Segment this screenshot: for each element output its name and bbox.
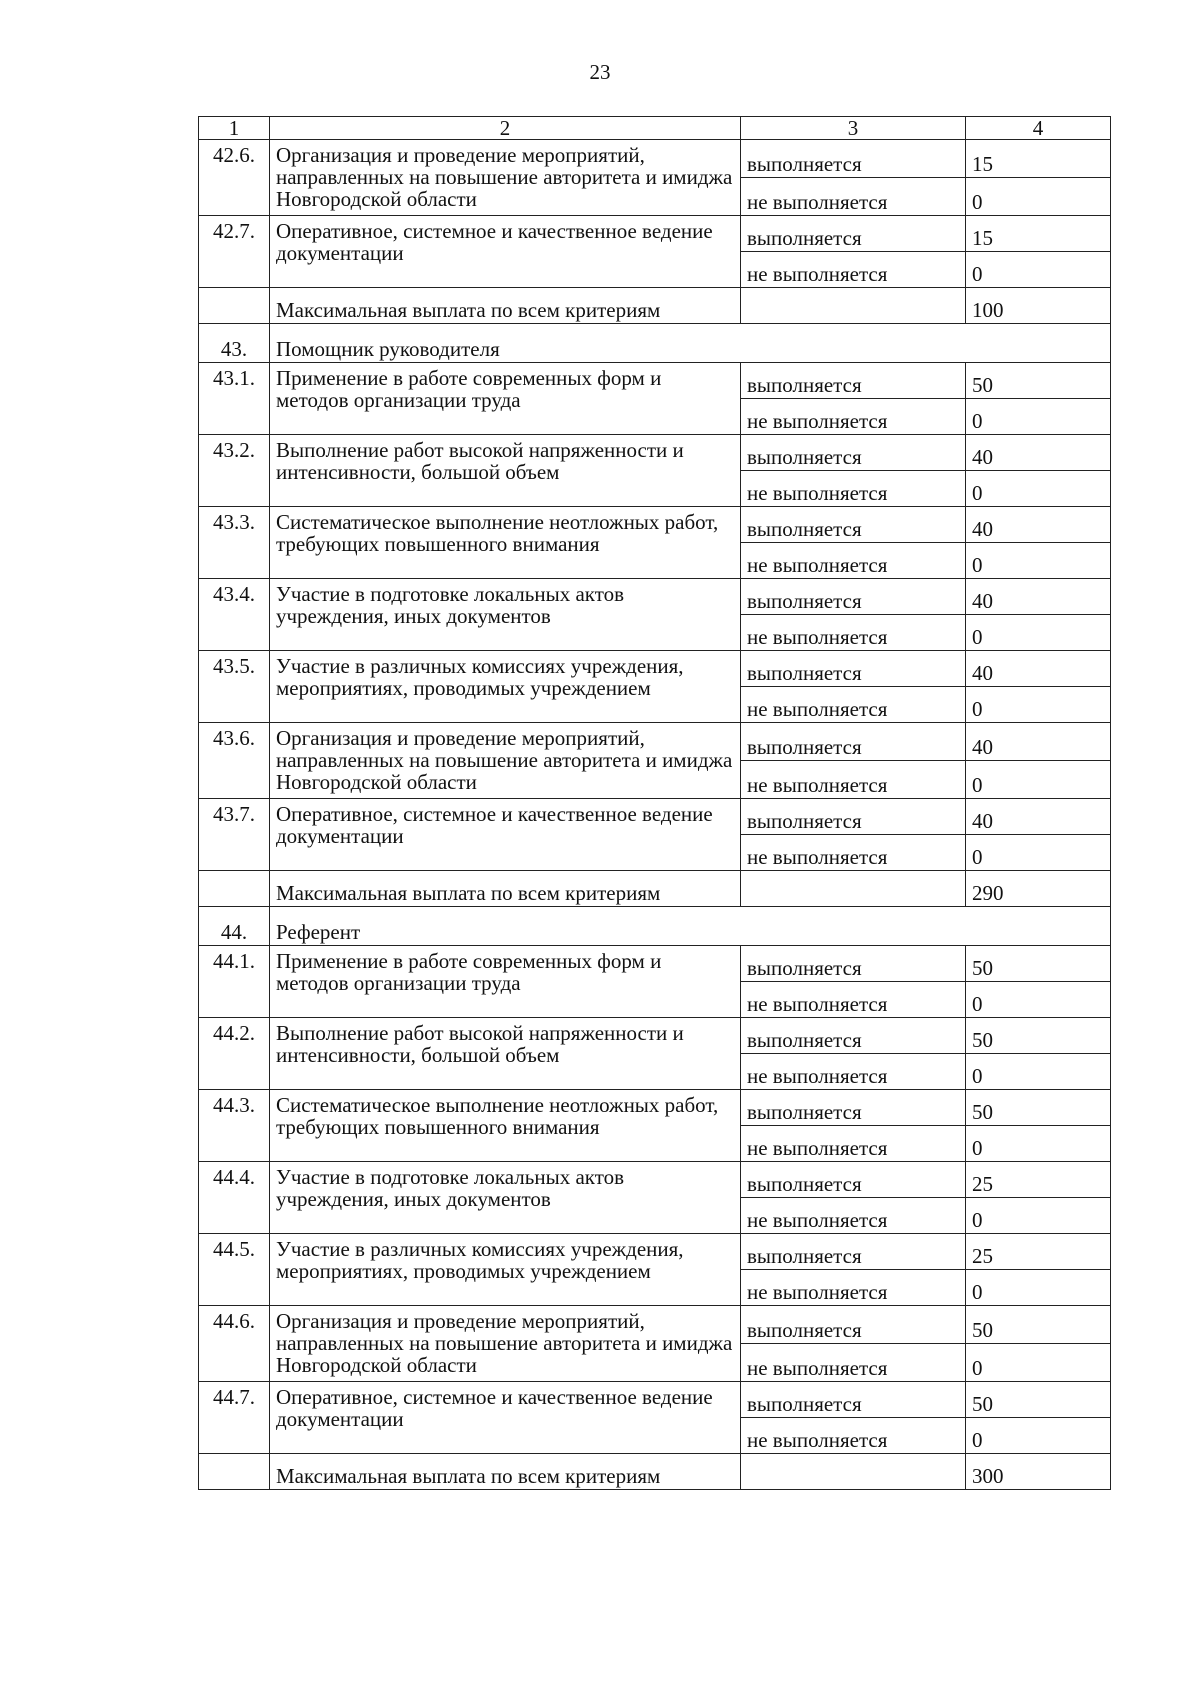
position-group-row [199,907,1111,946]
criterion-row [199,507,1111,543]
status-fulfilled: выполняется [741,1382,966,1418]
points-not-fulfilled: 0 [966,982,1111,1018]
status-not-fulfilled: не выполняется [741,687,966,723]
points-fulfilled: 50 [966,1090,1111,1126]
criterion-row [199,579,1111,615]
status-fulfilled: выполняется [741,799,966,835]
criterion-description: Выполнение работ высокой напряженности и интенсивности, большой объем [270,435,741,507]
criterion-row [199,140,1111,178]
criterion-number: 43.4. [199,579,270,651]
max-payment-total: 300 [966,1454,1111,1490]
empty-cell [199,1454,270,1490]
status-fulfilled: выполняется [741,507,966,543]
points-fulfilled: 40 [966,507,1111,543]
status-fulfilled: выполняется [741,1018,966,1054]
criterion-row [199,1090,1111,1126]
status-fulfilled: выполняется [741,1090,966,1126]
status-fulfilled: выполняется [741,435,966,471]
max-payment-label: Максимальная выплата по всем критериям [270,1454,741,1490]
points-fulfilled: 40 [966,579,1111,615]
points-not-fulfilled: 0 [966,252,1111,288]
criterion-row [199,363,1111,399]
status-not-fulfilled: не выполняется [741,982,966,1018]
status-fulfilled: выполняется [741,946,966,982]
criterion-number: 43.5. [199,651,270,723]
empty-cell [199,871,270,907]
criterion-row [199,946,1111,982]
status-fulfilled: выполняется [741,1306,966,1344]
empty-cell [741,288,966,324]
status-not-fulfilled: не выполняется [741,1418,966,1454]
points-not-fulfilled: 0 [966,1126,1111,1162]
criterion-description: Систематическое выполнение неотложных работ, требующих повышенного внимания [270,1090,741,1162]
status-not-fulfilled: не выполняется [741,252,966,288]
status-not-fulfilled: не выполняется [741,178,966,216]
criterion-description: Участие в различных комиссиях учреждения, мероприятиях, проводимых учреждением [270,1234,741,1306]
criterion-row [199,1382,1111,1418]
points-not-fulfilled: 0 [966,615,1111,651]
criterion-number: 44.7. [199,1382,270,1454]
points-not-fulfilled: 0 [966,543,1111,579]
status-fulfilled: выполняется [741,1162,966,1198]
criterion-description: Участие в подготовке локальных актов учреждения, иных документов [270,1162,741,1234]
criterion-row [199,1018,1111,1054]
position-title: Референт [270,907,1111,946]
points-not-fulfilled: 0 [966,1054,1111,1090]
points-not-fulfilled: 0 [966,178,1111,216]
column-header: 3 [741,117,966,140]
status-fulfilled: выполняется [741,140,966,178]
status-not-fulfilled: не выполняется [741,1344,966,1382]
status-not-fulfilled: не выполняется [741,835,966,871]
points-fulfilled: 50 [966,1382,1111,1418]
criterion-number: 44.2. [199,1018,270,1090]
criterion-description: Оперативное, системное и качественное ведение документации [270,799,741,871]
page-number: 23 [589,60,611,84]
empty-cell [741,871,966,907]
status-not-fulfilled: не выполняется [741,1126,966,1162]
points-fulfilled: 25 [966,1234,1111,1270]
criterion-row [199,799,1111,835]
points-fulfilled: 40 [966,651,1111,687]
status-fulfilled: выполняется [741,579,966,615]
points-fulfilled: 15 [966,216,1111,252]
criterion-description: Организация и проведение мероприятий, направленных на повышение авторитета и имиджа Новгородской области [270,723,741,799]
criterion-row [199,1234,1111,1270]
points-fulfilled: 40 [966,723,1111,761]
status-not-fulfilled: не выполняется [741,543,966,579]
criterion-row [199,1162,1111,1198]
max-payment-row [199,288,1111,324]
points-fulfilled: 40 [966,435,1111,471]
criterion-description: Применение в работе современных форм и методов организации труда [270,363,741,435]
points-fulfilled: 25 [966,1162,1111,1198]
points-fulfilled: 15 [966,140,1111,178]
status-fulfilled: выполняется [741,723,966,761]
criterion-description: Участие в подготовке локальных актов учреждения, иных документов [270,579,741,651]
criterion-row [199,723,1111,761]
points-not-fulfilled: 0 [966,399,1111,435]
criterion-row [199,1306,1111,1344]
points-not-fulfilled: 0 [966,687,1111,723]
status-not-fulfilled: не выполняется [741,1270,966,1306]
criterion-description: Выполнение работ высокой напряженности и интенсивности, большой объем [270,1018,741,1090]
max-payment-row [199,1454,1111,1490]
points-fulfilled: 50 [966,1018,1111,1054]
position-number: 44. [199,907,270,946]
empty-cell [741,1454,966,1490]
status-not-fulfilled: не выполняется [741,399,966,435]
points-not-fulfilled: 0 [966,471,1111,507]
criterion-number: 44.3. [199,1090,270,1162]
max-payment-label: Максимальная выплата по всем критериям [270,871,741,907]
criterion-number: 42.7. [199,216,270,288]
status-not-fulfilled: не выполняется [741,1198,966,1234]
criterion-number: 43.1. [199,363,270,435]
empty-cell [199,288,270,324]
criterion-description: Оперативное, системное и качественное ведение документации [270,1382,741,1454]
position-group-row [199,324,1111,363]
points-not-fulfilled: 0 [966,1418,1111,1454]
points-not-fulfilled: 0 [966,761,1111,799]
status-not-fulfilled: не выполняется [741,761,966,799]
column-header: 2 [270,117,741,140]
criterion-row [199,216,1111,252]
criterion-row [199,435,1111,471]
points-fulfilled: 50 [966,946,1111,982]
criteria-table [198,116,1111,1490]
points-not-fulfilled: 0 [966,1270,1111,1306]
criterion-number: 44.6. [199,1306,270,1382]
status-fulfilled: выполняется [741,651,966,687]
criterion-description: Применение в работе современных форм и методов организации труда [270,946,741,1018]
table-header-row [199,117,1111,140]
criterion-description: Систематическое выполнение неотложных работ, требующих повышенного внимания [270,507,741,579]
status-not-fulfilled: не выполняется [741,471,966,507]
criterion-number: 44.4. [199,1162,270,1234]
criterion-number: 43.3. [199,507,270,579]
points-fulfilled: 50 [966,363,1111,399]
criterion-number: 42.6. [199,140,270,216]
status-not-fulfilled: не выполняется [741,1054,966,1090]
criterion-number: 43.7. [199,799,270,871]
max-payment-row [199,871,1111,907]
criterion-description: Участие в различных комиссиях учреждения, мероприятиях, проводимых учреждением [270,651,741,723]
position-title: Помощник руководителя [270,324,1111,363]
column-header: 1 [199,117,270,140]
criterion-row [199,651,1111,687]
points-not-fulfilled: 0 [966,1344,1111,1382]
max-payment-label: Максимальная выплата по всем критериям [270,288,741,324]
max-payment-total: 100 [966,288,1111,324]
criterion-number: 44.1. [199,946,270,1018]
max-payment-total: 290 [966,871,1111,907]
points-not-fulfilled: 0 [966,1198,1111,1234]
status-fulfilled: выполняется [741,216,966,252]
column-header: 4 [966,117,1111,140]
criterion-description: Оперативное, системное и качественное ведение документации [270,216,741,288]
points-not-fulfilled: 0 [966,835,1111,871]
status-not-fulfilled: не выполняется [741,615,966,651]
status-fulfilled: выполняется [741,1234,966,1270]
criterion-number: 43.6. [199,723,270,799]
criterion-number: 43.2. [199,435,270,507]
points-fulfilled: 50 [966,1306,1111,1344]
position-number: 43. [199,324,270,363]
criterion-description: Организация и проведение мероприятий, направленных на повышение авторитета и имиджа Новгородской области [270,1306,741,1382]
criterion-number: 44.5. [199,1234,270,1306]
points-fulfilled: 40 [966,799,1111,835]
status-fulfilled: выполняется [741,363,966,399]
criterion-description: Организация и проведение мероприятий, направленных на повышение авторитета и имиджа Новгородской области [270,140,741,216]
